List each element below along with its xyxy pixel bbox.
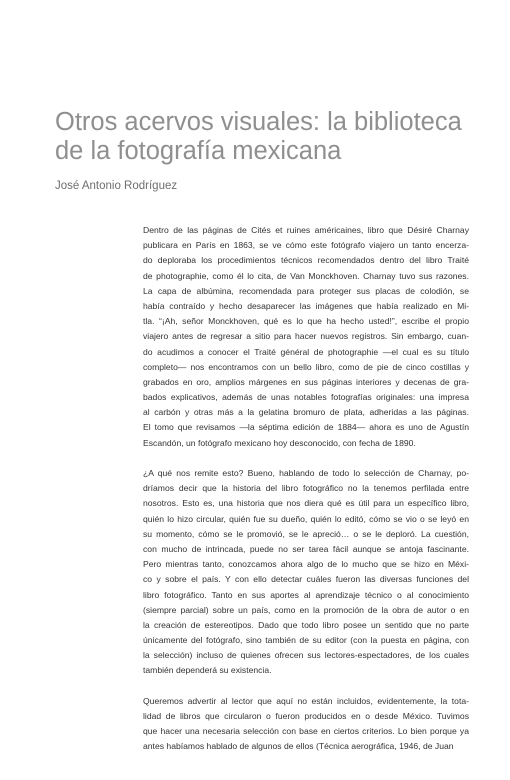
text-line: había contraído y hecho desaparecer las imágenes que había realizado en Mi-: [143, 300, 469, 311]
body-paragraph: [143, 466, 469, 679]
article-title-line-1: Otros acervos visuales: la biblioteca: [55, 108, 462, 136]
text-line: publicara en París en 1863, se ve cómo este fotógrafo viajero un tanto encerza-: [143, 240, 469, 251]
text-line: bados explicativos, además de unas notables fotografías originales: una impresa: [143, 392, 469, 403]
text-line: do deploraba los procedimientos técnicos recomendados dentro del libro Traité: [143, 255, 469, 266]
text-line: antes habíamos hablado de algunos de ellos (Técnica aerográfica, 1946, de Juan: [143, 741, 454, 752]
text-line: la creación de estereotipos. Dado que todo libro posee un sentido que no parte: [143, 619, 469, 630]
text-line: co y sobre el país. Y con ello detectar cuáles fueron las diversas funciones del: [143, 574, 469, 585]
text-line: grabados en oro, amplios márgenes en sus páginas interiores y decenas de gra-: [143, 376, 469, 387]
text-line: Escandón, un fotógrafo mexicano hoy desconocido, con fecha de 1890.: [143, 437, 416, 448]
text-line: de photographie, como él lo cita, de Van Monckhoven. Charnay tuvo sus razones.: [143, 270, 469, 281]
text-line: do acudimos a conocer el Traité général de photographie —el cual es su título: [143, 346, 469, 357]
text-line: al carbón y otras más a la gelatina bromuro de plata, adheridas a las páginas.: [143, 407, 469, 418]
text-line: dríamos decir que la historia del libro fotográfico no la tenemos perfilada entre: [143, 483, 469, 494]
text-line: Dentro de las páginas de Cités et ruines américaines, libro que Désiré Charnay: [143, 225, 469, 235]
text-line: que hacer una necesaria selección con base en ciertos criterios. Lo bien porque ya: [143, 726, 469, 737]
text-line: la selección) incluso de quienes ofrecen sus lectores-espectadores, de los cuales: [143, 650, 469, 661]
body-paragraph: [143, 223, 469, 451]
article-title: [55, 108, 485, 166]
article-body: [143, 223, 469, 770]
text-line: ¿A qué nos remite esto? Bueno, hablando de todo lo selección de Charnay, po-: [143, 468, 469, 478]
text-line: con mucho de intrincada, puede no ser tarea fácil aunque se antoja fascinante.: [143, 543, 469, 554]
text-line: completo— nos encontramos con un bello libro, como de pie de cinco costillas y: [143, 361, 469, 372]
text-line: lidad de libros que circularon o fueron producidos en o desde México. Tuvimos: [143, 711, 469, 721]
text-line: El tomo que revisamos —la séptima edición de 1884— ahora es uno de Agustín: [143, 422, 469, 433]
body-paragraph: [143, 694, 469, 755]
text-line: La capa de albúmina, recomendada para proteger sus placas de colodión, se: [143, 285, 469, 296]
text-line: su momento, cómo se le promovió, se le apreció… o se le deploró. La cuestión,: [143, 528, 469, 539]
text-line: Queremos advertir al lector que aquí no están incluidos, evidentemente, la tota-: [143, 695, 469, 706]
author-name: José Antonio Rodríguez: [55, 180, 178, 192]
text-line: libro fotográfico. Tanto en sus aportes al aprendizaje técnico o al conocimiento: [143, 589, 469, 600]
text-line: Pero mientras tanto, conozcamos ahora algo de lo mucho que se hizo en Méxi-: [143, 559, 469, 570]
text-line: también dependerá su existencia.: [143, 665, 272, 676]
text-line: nosotros. Esto es, una historia que nos diera qué es útil para un específico libro,: [143, 498, 469, 509]
text-line: únicamente del fotógrafo, sino también de su editor (con la puesta en página, con: [143, 635, 469, 646]
text-line: (siempre parcial) sobre un país, como en la promoción de la obra de autor o en: [143, 604, 469, 615]
text-line: tla. “¡Ah, señor Monckhoven, qué es lo que ha hecho usted!”, escribe el propio: [143, 316, 469, 327]
article-title-line-2: de la fotografía mexicana: [55, 137, 342, 165]
text-line: viajero antes de regresar a sitio para hacer nuevos registros. Sin embargo, cuan-: [143, 331, 469, 342]
text-line: quién lo hizo circular, quién fue su dueño, quién lo editó, cómo se vio o se leyó en: [143, 513, 469, 524]
